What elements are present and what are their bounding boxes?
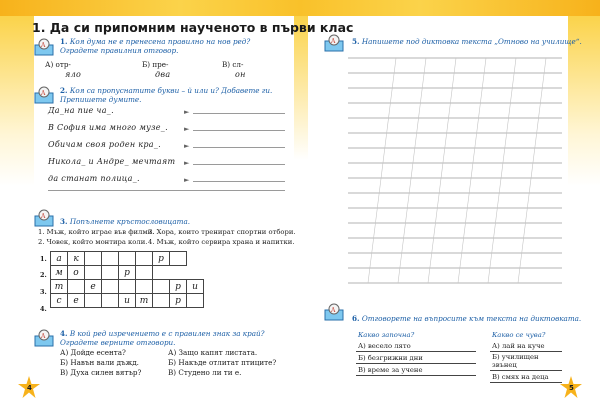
crossword-cell[interactable]: р — [153, 252, 170, 266]
crossword-row — [51, 294, 204, 308]
arrow-icon: ► — [184, 125, 190, 133]
task1-cont-a: яло — [65, 70, 82, 79]
book-owl-icon — [33, 85, 55, 105]
answer-line[interactable] — [193, 113, 285, 114]
crossword-cell[interactable]: и — [119, 294, 136, 308]
crossword-cell[interactable] — [187, 294, 204, 308]
crossword-cell[interactable] — [102, 280, 119, 294]
left-glow — [0, 16, 34, 186]
svg-text:A: A — [41, 42, 46, 49]
task6-answers-col1 — [356, 329, 476, 376]
writing-lines[interactable] — [348, 50, 564, 288]
crossword-cell[interactable] — [170, 252, 187, 266]
crossword-cell[interactable] — [85, 252, 102, 266]
crossword-cell[interactable]: и — [187, 280, 204, 294]
crossword-row — [51, 266, 204, 280]
crossword-cell[interactable] — [85, 266, 102, 280]
page-title: 1. Да си припомним наученото в първи клас — [32, 20, 354, 35]
task1-cont-b: два — [155, 70, 171, 79]
crossword-cell[interactable]: е — [68, 294, 85, 308]
row-number: 1. — [40, 255, 47, 263]
task3-text: 3. Попълнете кръстословицата. — [60, 217, 191, 226]
task2-text: 2. Коя са пропуснатите букви – й или и? Добавете ги. Препишете думите. — [60, 86, 273, 104]
answer-line[interactable] — [193, 147, 285, 148]
crossword-cell[interactable] — [136, 266, 153, 280]
row-number: 4. — [40, 305, 47, 313]
crossword-cell[interactable]: р — [119, 266, 136, 280]
row-number: 2. — [40, 271, 47, 279]
crossword-cell[interactable]: р — [170, 294, 187, 308]
crossword-cell[interactable] — [102, 252, 119, 266]
top-color-band — [0, 0, 600, 16]
crossword-cell[interactable]: т — [136, 294, 153, 308]
row-number: 3. — [40, 288, 47, 296]
crossword-cell[interactable]: р — [170, 280, 187, 294]
task3-clue-4: 4. Мъж, който сервира храна и напитки. — [148, 238, 295, 246]
task2-line-5: да станат полица_. — [48, 174, 140, 183]
page-number-right: 5 — [569, 384, 574, 392]
crossword-cell[interactable] — [102, 266, 119, 280]
crossword-cell[interactable]: т — [51, 280, 68, 294]
col1-header: Какво започна? — [358, 330, 415, 339]
crossword-cell[interactable] — [136, 280, 153, 294]
task2-line-2: В София има много музе_. — [48, 123, 168, 132]
task6-text: 6. Отговорете на въпросите към текста на диктовката. — [352, 314, 582, 323]
task2-line-3: Обичам своя роден кра_. — [48, 140, 161, 149]
crossword-row — [51, 252, 204, 266]
crossword-cell[interactable] — [85, 294, 102, 308]
task4-option[interactable]: В) Студено ли ти е. — [168, 368, 242, 377]
svg-text:A: A — [41, 90, 46, 97]
answer-option[interactable]: А) лай на куче — [490, 340, 562, 352]
book-owl-icon — [323, 302, 345, 322]
answer-line[interactable] — [193, 130, 285, 131]
answer-line[interactable] — [193, 181, 285, 182]
svg-text:A: A — [41, 213, 46, 220]
answer-option[interactable]: Б) училищен звънец — [490, 352, 562, 371]
task4-option[interactable]: А) Защо капят листата. — [168, 348, 258, 357]
svg-text:A: A — [331, 307, 336, 314]
task4-option[interactable]: А) Дойде есента? — [60, 348, 126, 357]
crossword-cell[interactable] — [119, 252, 136, 266]
task1-text: 1. Коя дума не е пренесена правилно на нов ред? Оградете правилния отговор. — [60, 37, 251, 55]
spine-glow — [294, 16, 308, 176]
arrow-icon: ► — [184, 159, 190, 167]
task3-clue-1: 1. Мъж, който играе във филми. — [38, 228, 155, 236]
col2-header: Какво се чува? — [492, 330, 546, 339]
answer-option[interactable]: Б) безгрижни дни — [356, 352, 476, 364]
crossword-cell[interactable] — [153, 280, 170, 294]
task1-cont-c: он — [235, 70, 246, 79]
crossword-cell[interactable]: к — [68, 252, 85, 266]
task3-clue-3: 3. Хора, които тренират спортни отбори. — [148, 228, 296, 236]
crossword-cell[interactable]: а — [51, 252, 68, 266]
task4-option[interactable]: Б) Накъде отлитат птиците? — [168, 358, 277, 367]
task2-line-1: Да_на пие ча_. — [48, 106, 114, 115]
arrow-icon: ► — [184, 108, 190, 116]
task6-answers-col2 — [490, 329, 562, 383]
crossword-cell[interactable]: о — [68, 266, 85, 280]
crossword-cell[interactable]: м — [51, 266, 68, 280]
task1-option-b[interactable]: Б) пре- — [142, 60, 169, 69]
answer-option[interactable]: В) време за учене — [356, 364, 476, 376]
answer-line[interactable] — [193, 164, 285, 165]
answer-line[interactable] — [48, 190, 285, 191]
answer-option[interactable]: В) смях на деца — [490, 371, 562, 383]
task4-text: 4. В кой ред изречението е с правилен знак за край? Оградете верните отговори. — [60, 329, 265, 347]
svg-text:A: A — [41, 333, 46, 340]
crossword-cell[interactable]: с — [51, 294, 68, 308]
svg-text:A: A — [331, 38, 336, 45]
book-owl-icon — [33, 208, 55, 228]
crossword-row — [51, 280, 204, 294]
answer-option[interactable]: А) весело лято — [356, 340, 476, 352]
task2-line-4: Никола_ и Андре_ мечтаят — [48, 157, 176, 166]
crossword-grid — [50, 251, 204, 308]
task5-text: 5. Напишете под диктовка текста „Отново на училище“. — [352, 37, 582, 46]
page-number-left: 4 — [27, 384, 32, 392]
crossword-cell[interactable]: е — [85, 280, 102, 294]
arrow-icon: ► — [184, 142, 190, 150]
task4-option[interactable]: Б) Навън вали дъжд. — [60, 358, 139, 367]
task3-clue-2: 2. Човек, който монтира коли. — [38, 238, 148, 246]
task1-option-c[interactable]: В) сл- — [222, 60, 244, 69]
task1-option-a[interactable]: А) отр- — [45, 60, 71, 69]
book-owl-icon — [33, 328, 55, 348]
crossword-cell[interactable] — [102, 294, 119, 308]
book-owl-icon — [33, 37, 55, 57]
task4-option[interactable]: В) Духа силен вятър? — [60, 368, 142, 377]
arrow-icon: ► — [184, 176, 190, 184]
book-owl-icon — [323, 33, 345, 53]
crossword-cell[interactable] — [119, 280, 136, 294]
crossword-cell[interactable] — [136, 252, 153, 266]
crossword-cell[interactable] — [68, 280, 85, 294]
crossword-cell[interactable] — [153, 294, 170, 308]
